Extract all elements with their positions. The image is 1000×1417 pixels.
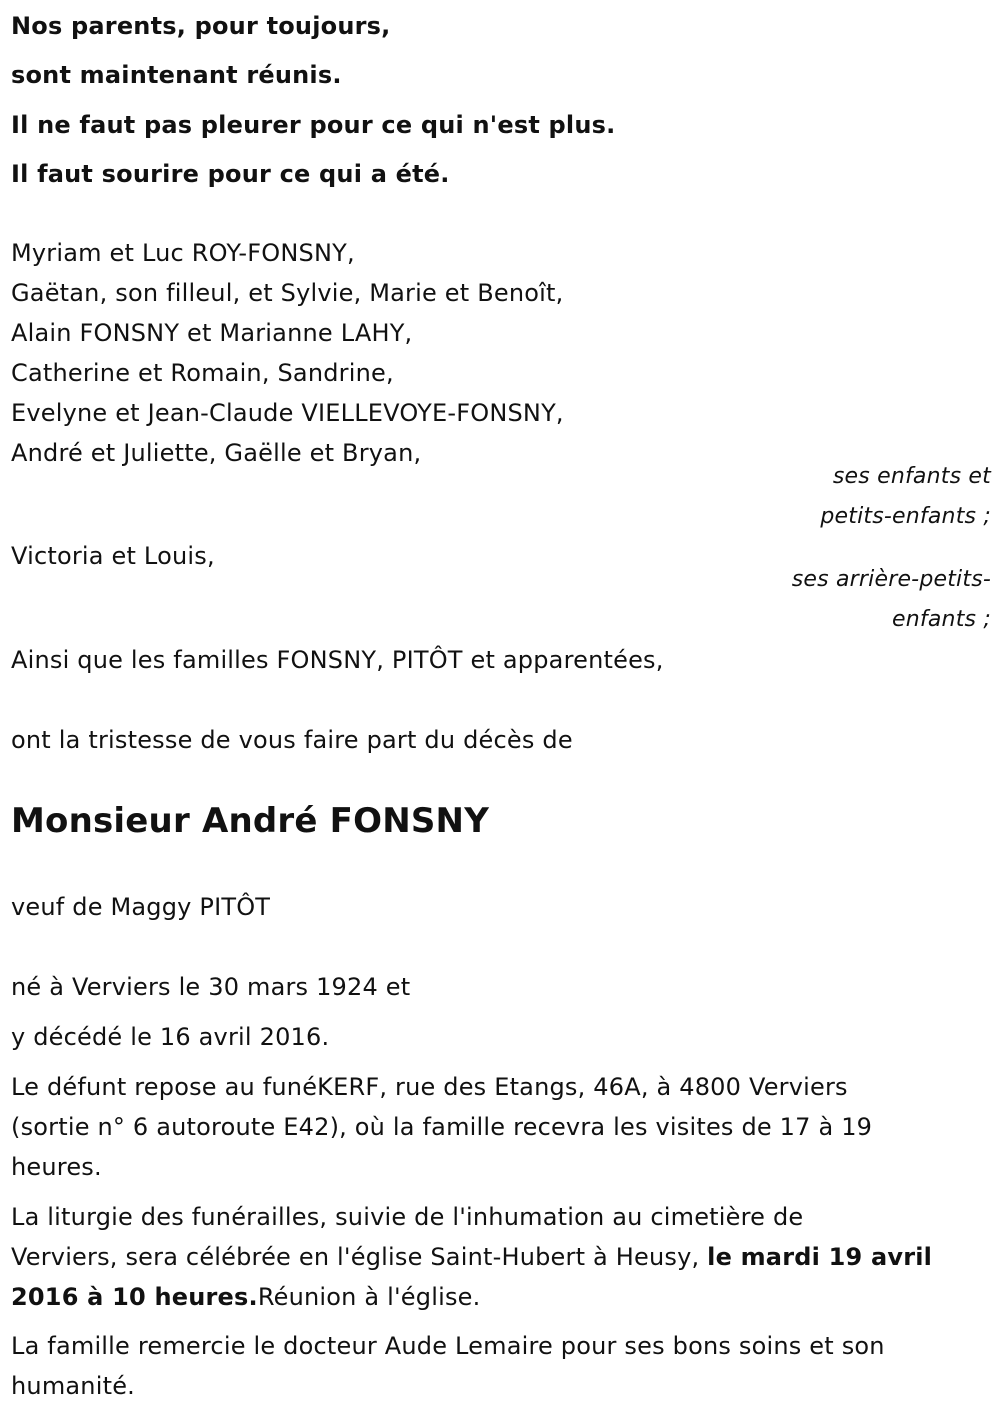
children-note-line-2: petits-enfants ; [820, 504, 991, 529]
liturgy-line-2 [11, 1242, 932, 1272]
liturgy-line-1: La liturgie des funérailles, suivie de l'inhumation au cimetière de [11, 1203, 804, 1231]
announcement-intro: ont la tristesse de vous faire part du décès de [11, 726, 573, 754]
family-line-5: Evelyne et Jean-Claude VIELLEVOYE-FONSNY, [11, 399, 564, 427]
birth-line: né à Verviers le 30 mars 1924 et [11, 973, 411, 1001]
repose-line-1: Le défunt repose au funéKERF, rue des Etangs, 46A, à 4800 Verviers [11, 1073, 848, 1101]
family-line-1: Myriam et Luc ROY-FONSNY, [11, 239, 355, 267]
family-line-6: André et Juliette, Gaëlle et Bryan, [11, 439, 422, 467]
great-grandchildren-note-line-2: enfants ; [892, 607, 991, 632]
children-note-line-1: ses enfants et [832, 464, 991, 489]
family-line-8: Ainsi que les familles FONSNY, PITÔT et apparentées, [11, 646, 664, 674]
poem-line-2: sont maintenant réunis. [11, 61, 342, 89]
thanks-line-2: humanité. [11, 1372, 135, 1400]
poem-line-1: Nos parents, pour toujours, [11, 12, 391, 40]
poem-line-4: Il faut sourire pour ce qui a été. [11, 160, 450, 188]
family-line-4: Catherine et Romain, Sandrine, [11, 359, 394, 387]
death-line: y décédé le 16 avril 2016. [11, 1023, 330, 1051]
family-line-2: Gaëtan, son filleul, et Sylvie, Marie et Benoît, [11, 279, 564, 307]
repose-line-3: heures. [11, 1153, 102, 1181]
liturgy-line-2-regular: Verviers, sera célébrée en l'église Saint-Hubert à Heusy, [11, 1243, 708, 1271]
repose-line-2: (sortie n° 6 autoroute E42), où la famille recevra les visites de 17 à 19 [11, 1113, 873, 1141]
liturgy-date-bold-part-1: le mardi 19 avril [707, 1243, 933, 1271]
liturgy-date-bold-part-2: 2016 à 10 heures. [11, 1283, 258, 1311]
family-line-7: Victoria et Louis, [11, 542, 215, 570]
poem-line-3: Il ne faut pas pleurer pour ce qui n'est plus. [11, 111, 616, 139]
liturgy-line-3 [11, 1282, 480, 1312]
great-grandchildren-note-line-1: ses arrière-petits- [791, 567, 991, 592]
liturgy-line-3-regular: Réunion à l'église. [257, 1283, 481, 1311]
deceased-name-heading: Monsieur André FONSNY [11, 801, 490, 841]
family-line-3: Alain FONSNY et Marianne LAHY, [11, 319, 413, 347]
widower-line: veuf de Maggy PITÔT [11, 893, 271, 921]
thanks-line-1: La famille remercie le docteur Aude Lemaire pour ses bons soins et son [11, 1332, 885, 1360]
